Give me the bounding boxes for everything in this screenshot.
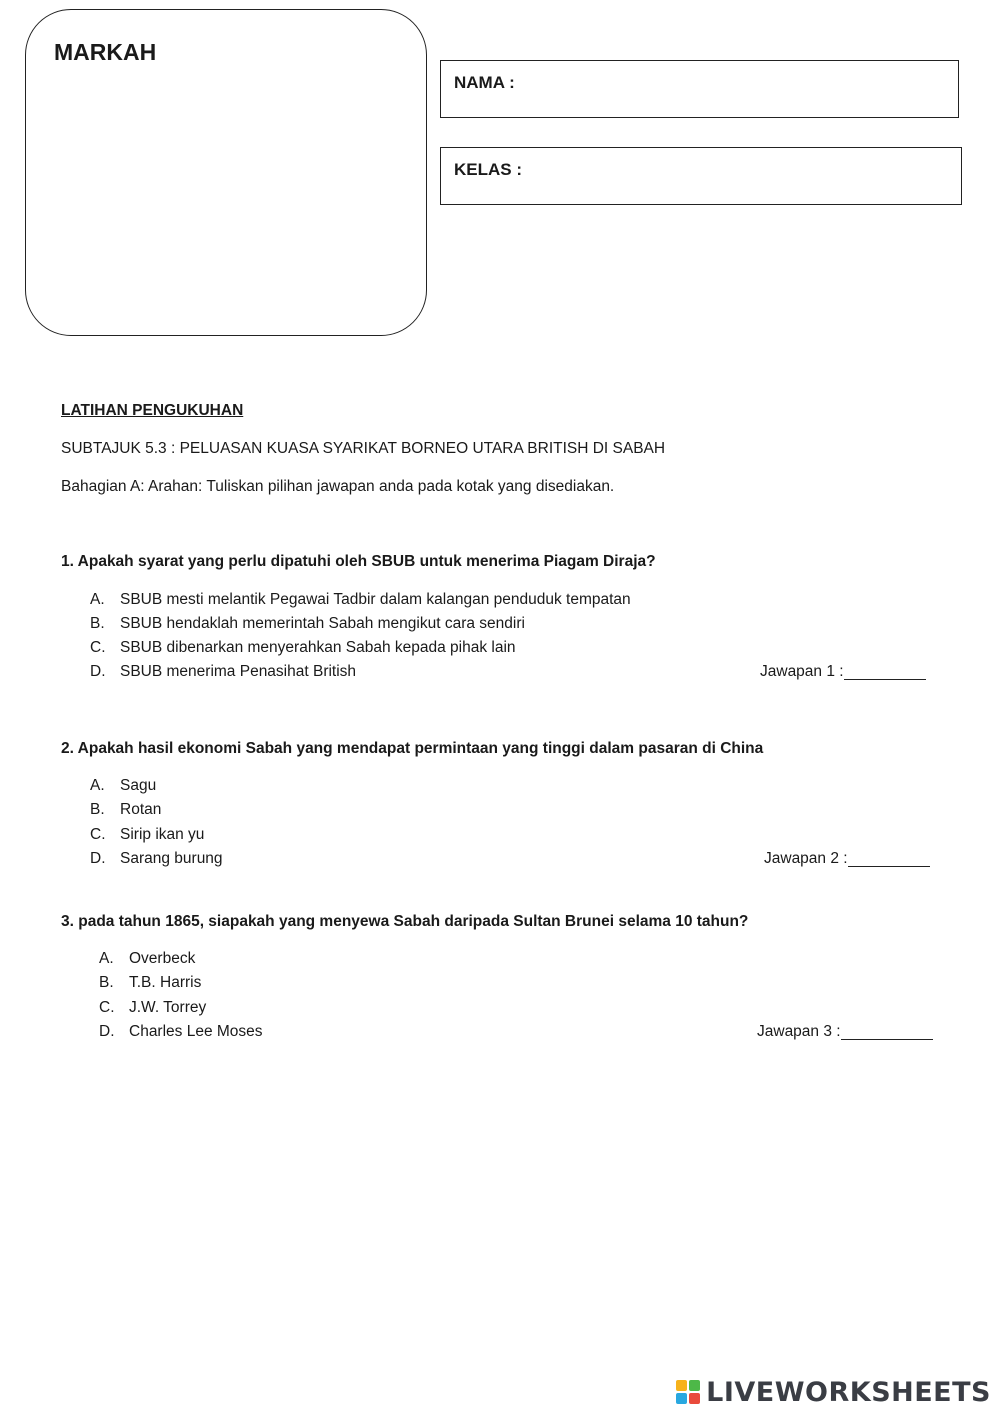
- liveworksheets-logo: [676, 1374, 991, 1410]
- q2-option-c: [90, 826, 204, 844]
- option-text: SBUB hendaklah memerintah Sabah mengikut cara sendiri: [120, 615, 525, 632]
- liveworksheets-logo-icon: [676, 1380, 700, 1404]
- answer-3-label: Jawapan 3 :: [757, 1023, 841, 1040]
- question-2: 2. Apakah hasil ekonomi Sabah yang mendapat permintaan yang tinggi dalam pasaran di China: [61, 740, 764, 757]
- kelas-field-box: [440, 147, 962, 205]
- nama-input[interactable]: [541, 69, 948, 109]
- option-text: Sirip ikan yu: [120, 826, 205, 843]
- option-text: Sarang burung: [120, 850, 223, 867]
- q1-option-b: [90, 615, 525, 633]
- q1-option-d: [90, 663, 356, 681]
- instruction: Bahagian A: Arahan: Tuliskan pilihan jawapan anda pada kotak yang disediakan.: [61, 478, 615, 495]
- question-3: 3. pada tahun 1865, siapakah yang menyewa Sabah daripada Sultan Brunei selama 10 tahun?: [61, 913, 749, 930]
- option-letter: D.: [90, 850, 106, 867]
- option-text: Rotan: [120, 801, 162, 818]
- option-text: Charles Lee Moses: [129, 1023, 263, 1040]
- q2-option-b: [90, 801, 161, 819]
- option-letter: B.: [99, 974, 114, 991]
- subtitle: SUBTAJUK 5.3 : PELUASAN KUASA SYARIKAT BORNEO UTARA BRITISH DI SABAH: [61, 440, 666, 457]
- option-text: SBUB mesti melantik Pegawai Tadbir dalam kalangan penduduk tempatan: [120, 591, 631, 608]
- option-letter: A.: [99, 950, 114, 967]
- logo-text: LIVEWORKSHEETS: [706, 1376, 991, 1408]
- q1-option-a: [90, 591, 631, 609]
- kelas-input[interactable]: [541, 156, 951, 196]
- answer-1-label: Jawapan 1 :: [760, 663, 844, 680]
- q3-option-c: [99, 999, 206, 1017]
- nama-label: NAMA :: [454, 73, 515, 92]
- answer-3-input[interactable]: [841, 1023, 933, 1040]
- option-letter: C.: [99, 999, 115, 1016]
- answer-1-input[interactable]: [844, 663, 926, 680]
- answer-2-label: Jawapan 2 :: [764, 850, 848, 867]
- option-letter: C.: [90, 826, 106, 843]
- markah-label: MARKAH: [54, 39, 157, 65]
- question-1: 1. Apakah syarat yang perlu dipatuhi oleh SBUB untuk menerima Piagam Diraja?: [61, 553, 656, 570]
- option-text: J.W. Torrey: [129, 999, 207, 1016]
- option-text: SBUB dibenarkan menyerahkan Sabah kepada pihak lain: [120, 639, 516, 656]
- page-title: LATIHAN PENGUKUHAN: [61, 402, 244, 419]
- answer-2: [764, 850, 930, 868]
- option-letter: B.: [90, 801, 105, 818]
- option-letter: A.: [90, 777, 105, 794]
- logo-square-3: [676, 1393, 687, 1404]
- kelas-label: KELAS :: [454, 160, 522, 179]
- option-text: Sagu: [120, 777, 157, 794]
- q3-option-b: [99, 974, 201, 992]
- answer-3: [757, 1023, 933, 1041]
- option-text: SBUB menerima Penasihat British: [120, 663, 357, 680]
- option-letter: C.: [90, 639, 106, 656]
- logo-square-2: [689, 1380, 700, 1391]
- answer-1: [760, 663, 926, 681]
- logo-square-4: [689, 1393, 700, 1404]
- q3-option-a: [99, 950, 195, 968]
- logo-square-1: [676, 1380, 687, 1391]
- q2-option-d: [90, 850, 223, 868]
- option-text: Overbeck: [129, 950, 196, 967]
- option-letter: D.: [99, 1023, 115, 1040]
- option-letter: B.: [90, 615, 105, 632]
- option-letter: A.: [90, 591, 105, 608]
- nama-field-box: [440, 60, 959, 118]
- answer-2-input[interactable]: [848, 850, 930, 867]
- q2-option-a: [90, 777, 156, 795]
- q3-option-d: [99, 1023, 263, 1041]
- q1-option-c: [90, 639, 516, 657]
- option-text: T.B. Harris: [129, 974, 202, 991]
- option-letter: D.: [90, 663, 106, 680]
